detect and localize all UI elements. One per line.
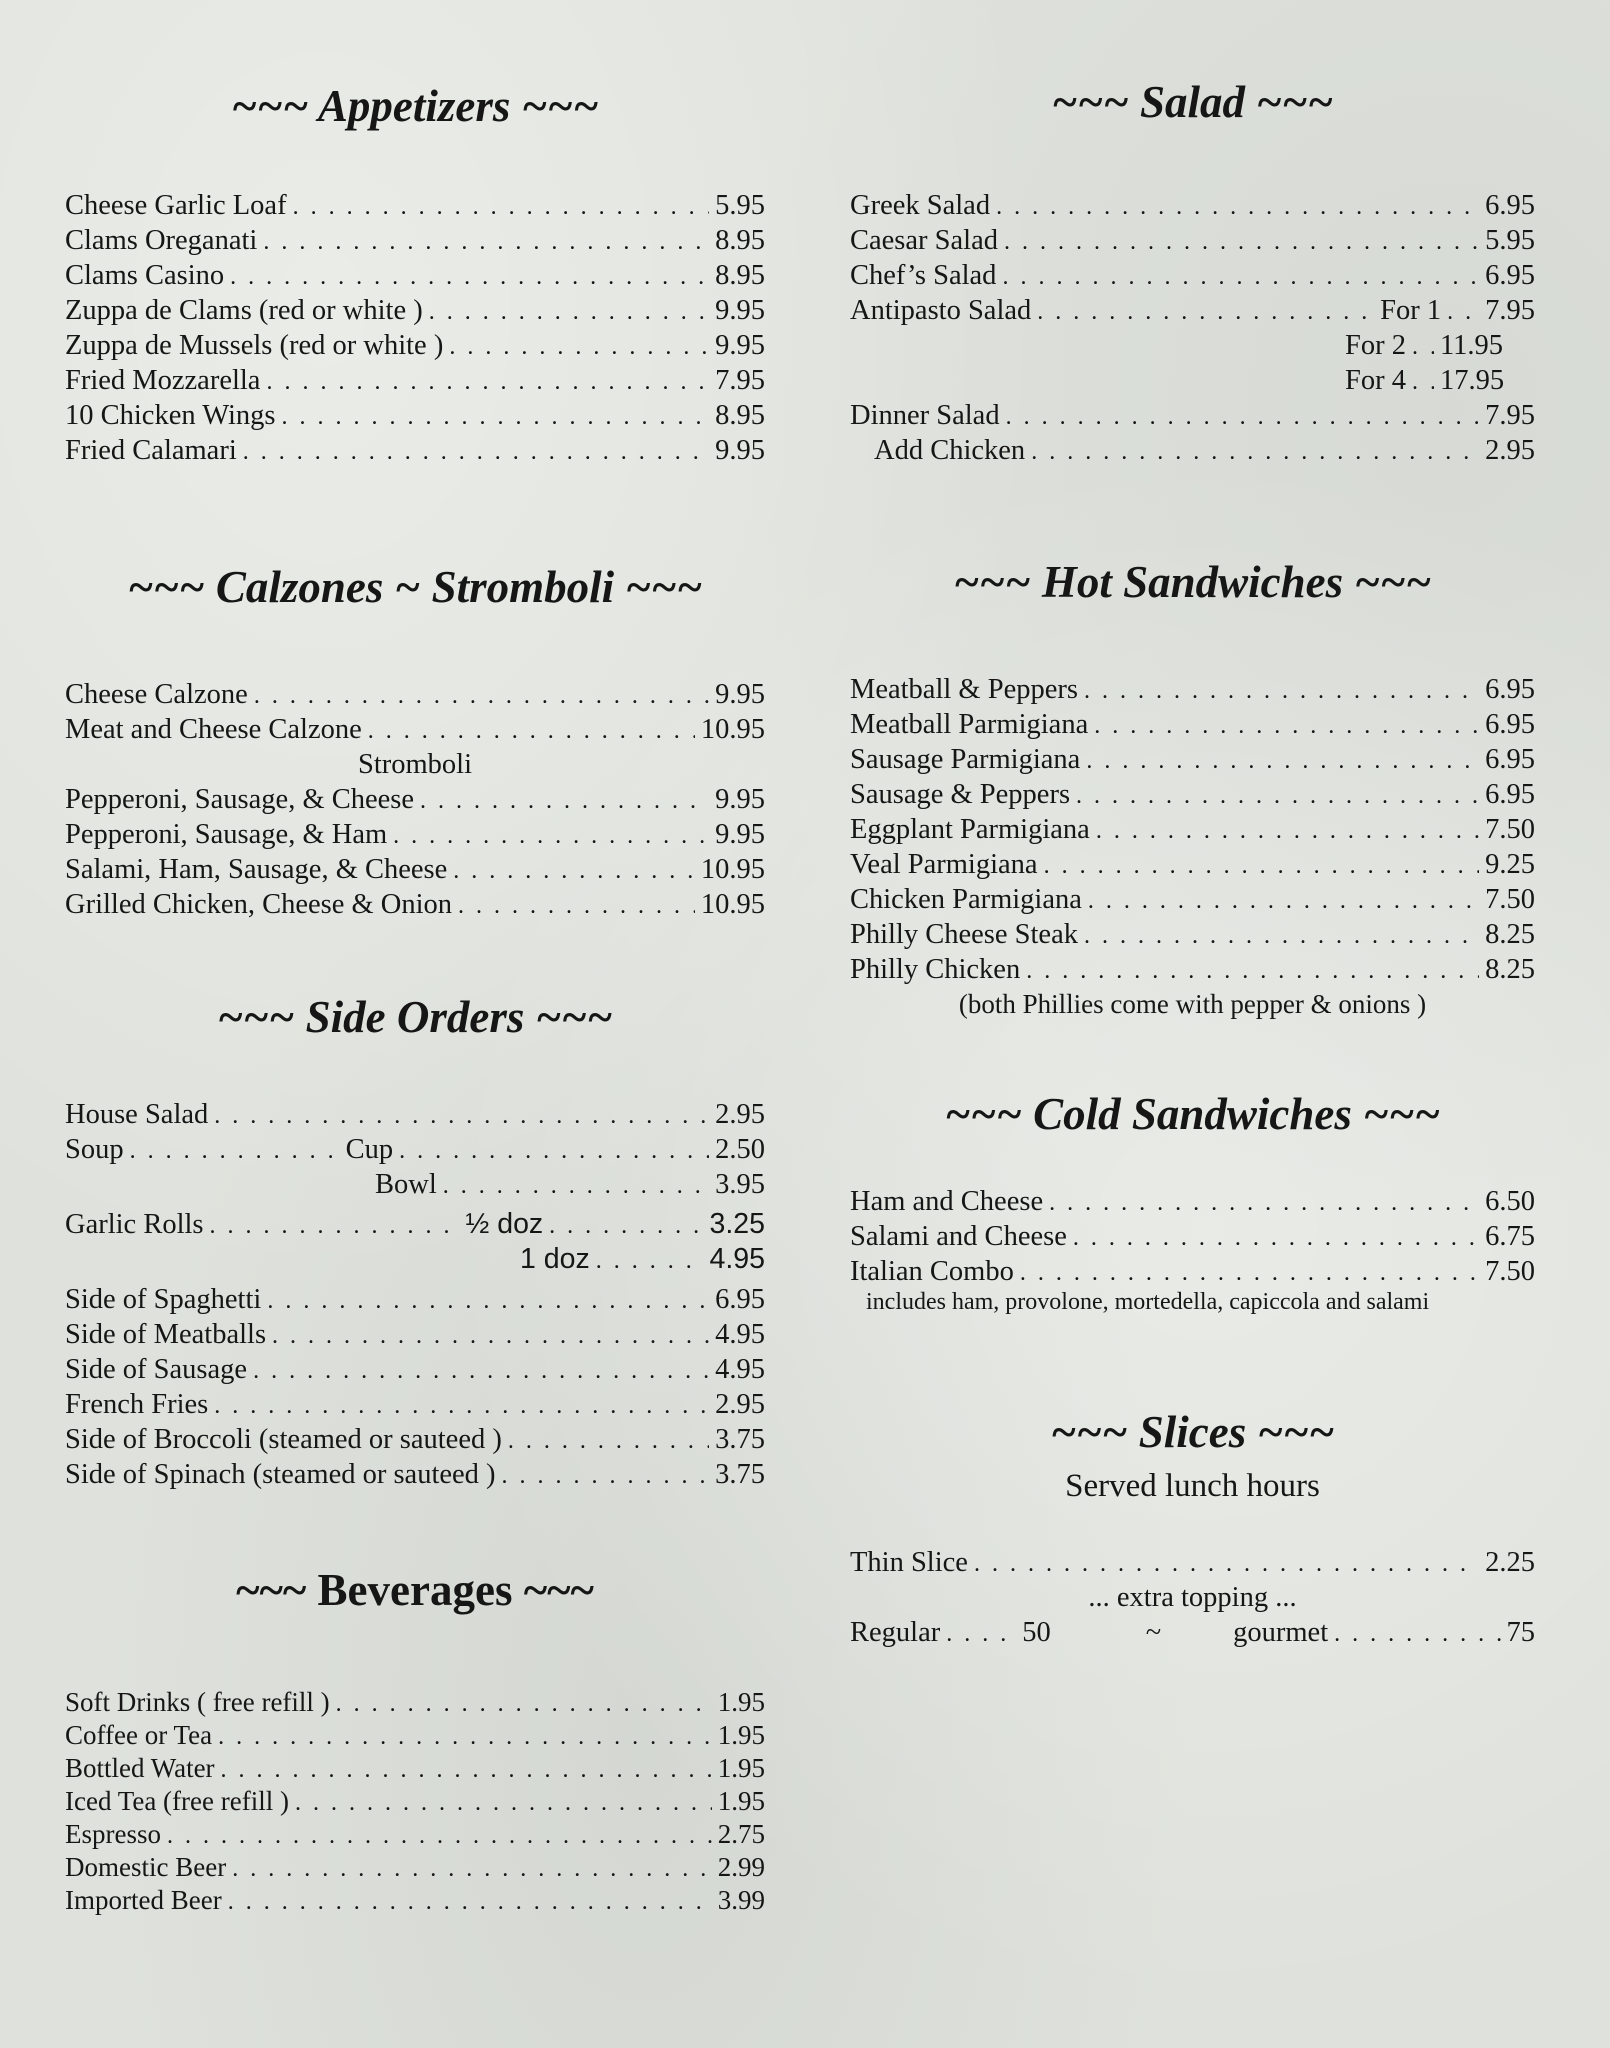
item-price: 1.95 — [717, 1720, 765, 1750]
item-price: 3.75 — [715, 1424, 765, 1455]
item-price: 2.95 — [715, 1389, 765, 1420]
list-item — [850, 293, 1535, 328]
list-item — [65, 1457, 765, 1492]
item-price: 8.25 — [1485, 919, 1535, 950]
dot-leader — [167, 1820, 712, 1853]
stromboli-label-text: Stromboli — [357, 749, 472, 780]
left-column — [65, 0, 765, 2048]
dot-leader — [1031, 435, 1479, 470]
item-name: Coffee or Tea — [65, 1720, 213, 1750]
list-item — [65, 1785, 765, 1818]
item-name: Grilled Chicken, Cheese & Onion — [65, 889, 453, 920]
dot-leader — [1037, 295, 1374, 330]
item-name: Caesar Salad — [850, 225, 998, 256]
dot-leader — [458, 889, 695, 924]
item-price: 4.95 — [715, 1319, 765, 1350]
item-name: House Salad — [65, 1099, 209, 1130]
item-option: For 4 — [1345, 365, 1406, 396]
dot-leader — [281, 400, 709, 435]
dot-leader — [254, 679, 709, 714]
item-name: Espresso — [65, 1819, 161, 1849]
dot-leader — [336, 1688, 712, 1721]
item-price: 4.95 — [715, 1354, 765, 1385]
dot-leader — [295, 1787, 712, 1820]
stromboli-label — [65, 747, 765, 782]
hot-sandwiches-list — [850, 672, 1535, 987]
item-price: 2.99 — [717, 1852, 765, 1882]
item-name: Chicken Parmigiana — [850, 884, 1082, 915]
list-item — [65, 1207, 765, 1242]
item-price: 10.95 — [700, 714, 765, 745]
extra-topping-text: ... extra topping ... — [1088, 1582, 1297, 1613]
dot-leader — [549, 1209, 703, 1244]
dot-leader — [1096, 814, 1479, 849]
dot-leader — [230, 260, 709, 295]
list-item — [65, 782, 765, 817]
item-name: Clams Oreganati — [65, 225, 258, 256]
list-item — [65, 1352, 765, 1387]
dot-leader — [946, 1617, 1016, 1652]
item-price: 5.95 — [1485, 225, 1535, 256]
list-item — [65, 398, 765, 433]
item-name: Garlic Rolls — [65, 1209, 204, 1240]
list-item — [65, 1317, 765, 1352]
item-name: Eggplant Parmigiana — [850, 814, 1090, 845]
list-item — [65, 433, 765, 468]
item-price: 9.95 — [715, 819, 765, 850]
list-item — [850, 672, 1535, 707]
item-option: For 1 — [1380, 295, 1442, 326]
dot-leader — [1044, 849, 1480, 884]
item-name: Greek Salad — [850, 190, 991, 221]
right-column — [850, 0, 1535, 2048]
list-item — [65, 1686, 765, 1719]
dot-leader — [1049, 1186, 1479, 1221]
item-name: Add Chicken — [874, 435, 1026, 466]
item-price: 7.95 — [1485, 400, 1535, 431]
item-price: 2.25 — [1485, 1547, 1535, 1578]
beverages-heading: ~~~ Beverages ~~~ — [236, 1565, 594, 1615]
item-name: Meatball Parmigiana — [850, 709, 1089, 740]
list-item — [65, 1884, 765, 1917]
item-price: 3.75 — [715, 1459, 765, 1490]
item-price: 6.50 — [1485, 1186, 1535, 1217]
item-price: 6.95 — [1485, 260, 1535, 291]
dot-leader — [1006, 400, 1480, 435]
dot-leader — [1073, 1221, 1479, 1256]
item-price: 6.75 — [1485, 1221, 1535, 1252]
item-name: Side of Sausage — [65, 1354, 248, 1385]
list-item — [850, 882, 1535, 917]
hot-sandwiches-note — [850, 987, 1535, 1022]
list-item — [850, 917, 1535, 952]
item-price: 8.95 — [715, 260, 765, 291]
dot-leader — [267, 1284, 709, 1319]
item-price: 75 — [1506, 1617, 1535, 1648]
list-item — [65, 223, 765, 258]
item-name: Pepperoni, Sausage, & Cheese — [65, 784, 415, 815]
list-item — [65, 1719, 765, 1752]
item-price: 10.95 — [700, 854, 765, 885]
list-item — [65, 1282, 765, 1317]
calzones-heading: ~~~ Calzones ~ Stromboli ~~~ — [127, 562, 703, 612]
item-price: 2.50 — [715, 1134, 765, 1165]
calzones-list — [65, 677, 765, 747]
item-name: Fried Calamari — [65, 435, 237, 466]
salad-list — [850, 188, 1535, 468]
list-item — [65, 1242, 765, 1277]
side-orders-list — [65, 1097, 765, 1492]
item-option: For 2 — [1345, 330, 1406, 361]
item-price: 9.95 — [715, 435, 765, 466]
extra-topping-label — [850, 1580, 1535, 1615]
dot-leader — [221, 1754, 712, 1787]
item-price: 6.95 — [1485, 190, 1535, 221]
list-item — [65, 887, 765, 922]
separator: ~ — [1145, 1617, 1162, 1648]
item-name: Meat and Cheese Calzone — [65, 714, 362, 745]
dot-leader — [243, 435, 709, 470]
item-price: 9.95 — [715, 784, 765, 815]
item-name: Italian Combo — [850, 1256, 1014, 1287]
item-name: Domestic Beer — [65, 1852, 227, 1882]
item-name: Philly Chicken — [850, 954, 1021, 985]
list-item — [65, 1167, 765, 1202]
dot-leader — [429, 295, 709, 330]
dot-leader — [393, 819, 709, 854]
item-price: 8.25 — [1485, 954, 1535, 985]
item-name: gourmet — [1233, 1617, 1329, 1648]
item-name: Salami and Cheese — [850, 1221, 1067, 1252]
cold-sandwiches-list — [850, 1184, 1535, 1289]
item-price: 6.95 — [1485, 779, 1535, 810]
item-price: 9.95 — [715, 679, 765, 710]
slices-list — [850, 1545, 1535, 1650]
item-name: Side of Broccoli (steamed or sauteed ) — [65, 1424, 502, 1455]
item-option: ½ doz — [465, 1208, 544, 1240]
list-item — [850, 188, 1535, 223]
dot-leader — [218, 1721, 712, 1754]
dot-leader — [1004, 225, 1479, 260]
item-name: Imported Beer — [65, 1885, 222, 1915]
list-item — [65, 258, 765, 293]
salad-heading: ~~~ Salad ~~~ — [1051, 77, 1334, 127]
item-name: Thin Slice — [850, 1547, 968, 1578]
side-orders-heading: ~~~ Side Orders ~~~ — [217, 992, 613, 1042]
item-price: 3.25 — [709, 1208, 765, 1240]
beverages-list — [65, 1686, 765, 1917]
list-item — [65, 188, 765, 223]
slices-subtitle: Served lunch hours — [1065, 1468, 1320, 1504]
item-price: 2.95 — [1485, 435, 1535, 466]
list-item — [850, 1545, 1535, 1580]
item-price: 3.95 — [715, 1169, 765, 1200]
dot-leader — [293, 190, 710, 225]
item-name: Salami, Ham, Sausage, & Cheese — [65, 854, 448, 885]
item-name: Zuppa de Clams (red or white ) — [65, 295, 423, 326]
item-price: 11.95 — [1439, 330, 1504, 361]
list-item — [65, 677, 765, 712]
list-item — [850, 258, 1535, 293]
item-price: 17.95 — [1439, 365, 1505, 396]
item-option: 1 doz — [520, 1243, 590, 1275]
side-orders-items — [65, 1282, 765, 1492]
item-name: Soft Drinks ( free refill ) — [65, 1687, 330, 1717]
dot-leader — [1020, 1256, 1479, 1291]
item-name: Sausage Parmigiana — [850, 744, 1081, 775]
list-item — [65, 712, 765, 747]
dot-leader — [1447, 295, 1479, 330]
hot-sandwiches-note-text: (both Phillies come with pepper & onions ) — [958, 989, 1427, 1019]
list-item — [850, 847, 1535, 882]
item-name: Sausage & Peppers — [850, 779, 1071, 810]
item-price: 2.75 — [717, 1819, 765, 1849]
dot-leader — [266, 365, 709, 400]
dot-leader — [420, 784, 709, 819]
list-item — [850, 1615, 1535, 1650]
item-price: 6.95 — [1485, 709, 1535, 740]
item-price: 9.25 — [1485, 849, 1535, 880]
list-item — [65, 1422, 765, 1457]
item-price: 6.95 — [715, 1284, 765, 1315]
list-item — [850, 398, 1535, 433]
item-price: 7.95 — [1485, 295, 1535, 326]
item-price: 6.95 — [1485, 744, 1535, 775]
dot-leader — [596, 1244, 704, 1279]
item-name: Veal Parmigiana — [850, 849, 1038, 880]
dot-leader — [399, 1134, 709, 1169]
dot-leader — [1088, 884, 1479, 919]
dot-leader — [1002, 260, 1479, 295]
item-price: 6.95 — [1485, 674, 1535, 705]
list-item — [850, 1219, 1535, 1254]
item-price: 9.95 — [715, 330, 765, 361]
list-item — [850, 433, 1535, 468]
dot-leader — [272, 1319, 709, 1354]
list-item — [65, 1818, 765, 1851]
item-price: 1.95 — [717, 1687, 765, 1717]
item-price: 2.95 — [715, 1099, 765, 1130]
dot-leader — [214, 1389, 709, 1424]
dot-leader — [974, 1547, 1479, 1582]
item-name: Soup — [65, 1134, 124, 1165]
dot-leader — [232, 1853, 712, 1886]
dot-leader — [368, 714, 695, 749]
list-item — [850, 328, 1535, 363]
dot-leader — [210, 1209, 460, 1244]
item-name: Regular — [850, 1617, 941, 1648]
item-name: French Fries — [65, 1389, 209, 1420]
dot-leader — [1094, 709, 1479, 744]
item-option: Bowl — [375, 1169, 437, 1200]
dot-leader — [996, 190, 1479, 225]
item-price: 8.95 — [715, 225, 765, 256]
item-price: 9.95 — [715, 295, 765, 326]
item-name: Iced Tea (free refill ) — [65, 1786, 289, 1816]
item-price: 10.95 — [700, 889, 765, 920]
dot-leader — [263, 225, 709, 260]
list-item — [65, 328, 765, 363]
item-name: Fried Mozzarella — [65, 365, 261, 396]
dot-leader — [214, 1099, 709, 1134]
list-item — [850, 707, 1535, 742]
item-name: 10 Chicken Wings — [65, 400, 276, 431]
item-price: 7.50 — [1485, 1256, 1535, 1287]
item-price: 4.95 — [709, 1243, 765, 1275]
item-name: Pepperoni, Sausage, & Ham — [65, 819, 388, 850]
list-item — [65, 1097, 765, 1132]
item-name: Cheese Calzone — [65, 679, 248, 710]
dot-leader — [130, 1134, 340, 1169]
list-item — [850, 812, 1535, 847]
dot-leader — [1084, 674, 1479, 709]
item-price: 5.95 — [715, 190, 765, 221]
dot-leader — [228, 1886, 712, 1919]
salad-items — [850, 188, 1535, 293]
item-name: Clams Casino — [65, 260, 225, 291]
item-name: Side of Meatballs — [65, 1319, 267, 1350]
item-price: 1.95 — [717, 1786, 765, 1816]
item-price: 3.99 — [717, 1885, 765, 1915]
list-item — [65, 817, 765, 852]
list-item — [65, 1132, 765, 1167]
item-option: Cup — [345, 1134, 394, 1165]
list-item — [65, 363, 765, 398]
hot-sandwiches-heading: ~~~ Hot Sandwiches ~~~ — [953, 557, 1432, 607]
cold-sandwiches-heading: ~~~ Cold Sandwiches ~~~ — [944, 1089, 1441, 1139]
dot-leader — [1084, 919, 1479, 954]
dot-leader — [1334, 1617, 1500, 1652]
stromboli-list — [65, 782, 765, 922]
item-name: Side of Spaghetti — [65, 1284, 262, 1315]
item-price: 7.50 — [1485, 884, 1535, 915]
dot-leader — [1026, 954, 1479, 989]
item-price: 7.95 — [715, 365, 765, 396]
item-name: Ham and Cheese — [850, 1186, 1044, 1217]
item-price: 7.50 — [1485, 814, 1535, 845]
item-name: Bottled Water — [65, 1753, 215, 1783]
dot-leader — [1086, 744, 1479, 779]
slices-heading: ~~~ Slices ~~~ — [1050, 1407, 1335, 1457]
list-item — [850, 742, 1535, 777]
item-name: Dinner Salad — [850, 400, 1000, 431]
item-price: 8.95 — [715, 400, 765, 431]
list-item — [65, 852, 765, 887]
dot-leader — [253, 1354, 709, 1389]
list-item — [65, 293, 765, 328]
dot-leader — [508, 1424, 709, 1459]
list-item — [850, 223, 1535, 258]
list-item — [850, 363, 1535, 398]
item-name: Cheese Garlic Loaf — [65, 190, 287, 221]
list-item — [850, 952, 1535, 987]
appetizers-list — [65, 188, 765, 468]
appetizers-heading: ~~~ Appetizers ~~~ — [231, 81, 599, 131]
list-item — [850, 1254, 1535, 1289]
item-name: Antipasto Salad — [850, 295, 1032, 326]
list-item — [65, 1752, 765, 1785]
list-item — [850, 777, 1535, 812]
dot-leader — [502, 1459, 710, 1494]
list-item — [65, 1851, 765, 1884]
list-item — [850, 1184, 1535, 1219]
dot-leader — [443, 1169, 709, 1204]
dot-leader — [1076, 779, 1479, 814]
list-item — [65, 1387, 765, 1422]
item-price: 50 — [1022, 1617, 1051, 1648]
item-name: Philly Cheese Steak — [850, 919, 1078, 950]
dot-leader — [449, 330, 709, 365]
item-price: 1.95 — [717, 1753, 765, 1783]
dot-leader — [1412, 365, 1434, 400]
item-name: Chef’s Salad — [850, 260, 997, 291]
dot-leader — [453, 854, 695, 889]
item-name: Meatball & Peppers — [850, 674, 1078, 705]
cold-sandwiches-note: includes ham, provolone, mortedella, capiccola and salami — [866, 1289, 1430, 1315]
item-name: Side of Spinach (steamed or sauteed ) — [65, 1459, 496, 1490]
dot-leader — [1412, 330, 1434, 365]
item-name: Zuppa de Mussels (red or white ) — [65, 330, 444, 361]
